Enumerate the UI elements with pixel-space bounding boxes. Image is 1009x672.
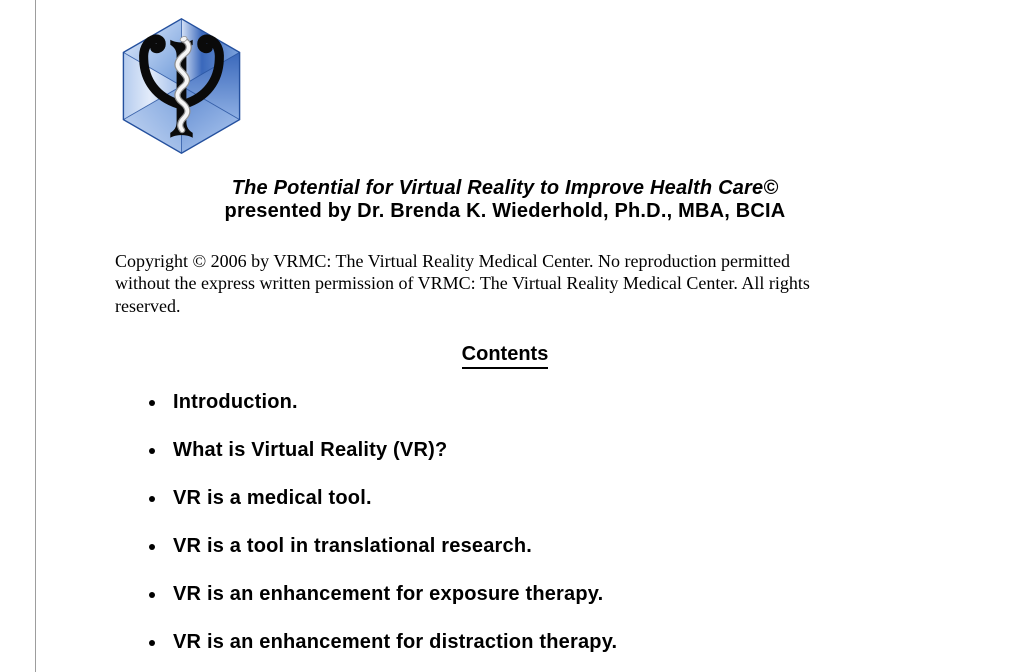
contents-item: What is Virtual Reality (VR)? — [148, 440, 617, 461]
title-block — [105, 176, 905, 223]
page-title: The Potential for Virtual Reality to Improve Health Care© — [231, 177, 779, 199]
copyright-notice — [115, 250, 915, 317]
cube-hexagon-icon — [118, 16, 245, 156]
contents-item: Introduction. — [148, 392, 617, 413]
contents-list — [148, 392, 617, 672]
page-edge-line — [35, 0, 36, 672]
contents-item: VR is an enhancement for distraction therapy. — [148, 632, 617, 653]
copyright-line: reserved. — [115, 295, 181, 316]
contents-heading: Contents — [462, 343, 549, 369]
contents-item: VR is a medical tool. — [148, 488, 617, 509]
contents-heading-wrap — [105, 343, 905, 369]
copyright-line: without the express written permission of VRMC: The Virtual Reality Medical Center. All rights — [115, 273, 810, 294]
contents-item: VR is an enhancement for exposure therapy. — [148, 584, 617, 605]
vrmc-logo — [118, 16, 245, 156]
copyright-line: Copyright © 2006 by VRMC: The Virtual Reality Medical Center. No reproduction permitted — [115, 251, 790, 271]
contents-item: VR is a tool in translational research. — [148, 536, 617, 557]
page-subtitle: presented by Dr. Brenda K. Wiederhold, Ph.D., MBA, BCIA — [224, 200, 786, 222]
